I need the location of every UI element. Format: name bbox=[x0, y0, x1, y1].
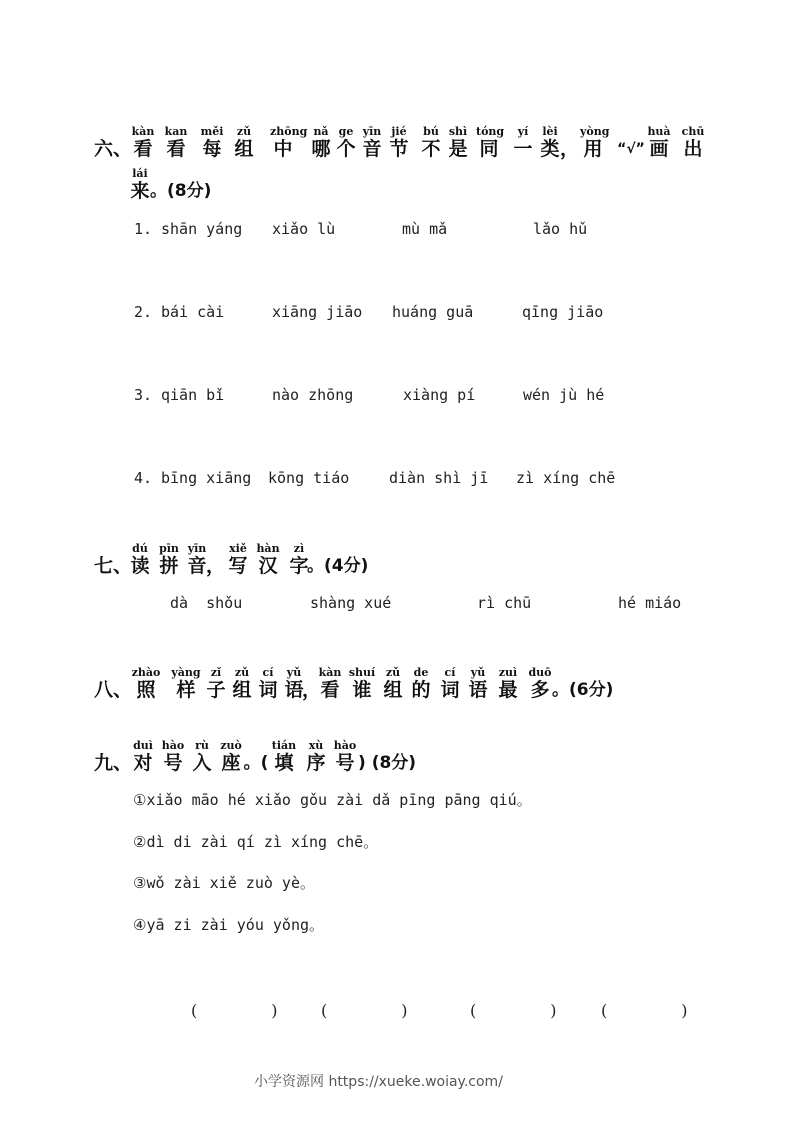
ruby-char: shuí 谁 bbox=[348, 666, 376, 701]
ruby-char: kàn 看 bbox=[131, 125, 155, 160]
ruby-char: bú 不 bbox=[421, 125, 441, 160]
ruby-char: hào 号 bbox=[161, 739, 185, 774]
ruby-char: yòng 用 bbox=[580, 125, 610, 160]
sentence-1: ①xiǎo māo hé xiǎo gǒu zài dǎ pīng pāng qiú。 bbox=[133, 791, 532, 809]
ruby-char: hàn 汉 bbox=[256, 542, 280, 577]
answer-blank-4[interactable]: ( ) bbox=[601, 1001, 702, 1020]
ruby-char: xiě 写 bbox=[228, 542, 248, 577]
ruby-char: rù 入 bbox=[192, 739, 212, 774]
ruby-char: yàng 样 bbox=[171, 666, 201, 701]
answer-blank-1[interactable]: ( ) bbox=[191, 1001, 292, 1020]
ruby-char: ， bbox=[206, 555, 226, 577]
option: xiāng jiāo bbox=[272, 303, 363, 321]
sentence-3: ③wǒ zài xiě zuò yè。 bbox=[133, 874, 315, 892]
option: kōng tiáo bbox=[268, 469, 350, 487]
ruby-char: dú 读 bbox=[130, 542, 150, 577]
ruby-char: xù 序 bbox=[306, 739, 326, 774]
ruby-char: yǔ 语 bbox=[468, 666, 488, 701]
ruby-char: chū 出 bbox=[681, 125, 705, 160]
option: zì xíng chē bbox=[516, 469, 616, 487]
ruby-char: 。( bbox=[243, 753, 269, 773]
ruby-char: zuì 最 bbox=[498, 666, 518, 701]
option: huáng guā bbox=[392, 303, 474, 321]
ruby-char: ge 个 bbox=[336, 125, 356, 160]
section-6-line2: lái 来 bbox=[130, 167, 150, 202]
pinyin-item: shàng xué bbox=[310, 594, 392, 612]
footer-watermark: 小学资源网 https://xueke.woiay.com/ bbox=[254, 1074, 503, 1090]
ruby-char: zǔ 组 bbox=[383, 666, 403, 701]
checkmark-quote: “√” bbox=[617, 141, 645, 157]
ruby-char: zì 字 bbox=[289, 542, 309, 577]
option: bái cài bbox=[161, 303, 225, 321]
ruby-char: zǐ 子 bbox=[206, 666, 226, 701]
section-6-number: 六、 bbox=[94, 138, 133, 160]
ruby-char: yīn 音 bbox=[362, 125, 382, 160]
ruby-char: yí 一 bbox=[513, 125, 533, 160]
option: wén jù hé bbox=[523, 386, 605, 404]
sentence-2: ②dì di zài qí zì xíng chē。 bbox=[133, 833, 379, 851]
option: diàn shì jī bbox=[389, 469, 489, 487]
ruby-char: zuò 座 bbox=[220, 739, 242, 774]
option: lǎo hǔ bbox=[533, 220, 588, 238]
answer-blank-2[interactable]: ( ) bbox=[321, 1001, 422, 1020]
ruby-char: duì 对 bbox=[133, 739, 153, 774]
sentence-4: ④yā zi zài yóu yǒng。 bbox=[133, 916, 325, 934]
ruby-char: de 的 bbox=[411, 666, 431, 701]
ruby-char: ， bbox=[302, 679, 322, 701]
option: nào zhōng bbox=[272, 386, 354, 404]
ruby-char: zǔ 组 bbox=[234, 125, 254, 160]
ruby-char: tián 填 bbox=[271, 739, 297, 774]
ruby-char: shì 是 bbox=[448, 125, 468, 160]
ruby-char: pīn 拼 bbox=[159, 542, 179, 577]
ruby-char: ， bbox=[560, 138, 580, 160]
section-9-score: ) (8分) bbox=[358, 753, 417, 773]
option: qiān bǐ bbox=[161, 386, 225, 404]
option: mù mǎ bbox=[402, 220, 448, 238]
section-7-number: 七、 bbox=[94, 555, 133, 577]
section-8-number: 八、 bbox=[94, 679, 133, 701]
ruby-char: tóng 同 bbox=[476, 125, 505, 160]
pinyin-item: rì chū bbox=[477, 594, 532, 612]
ruby-char: hào 号 bbox=[333, 739, 357, 774]
ruby-char: měi 每 bbox=[200, 125, 224, 160]
ruby-char: cí 词 bbox=[258, 666, 278, 701]
section-9-number: 九、 bbox=[94, 752, 133, 774]
ruby-char: yǔ 语 bbox=[284, 666, 304, 701]
answer-blank-3[interactable]: ( ) bbox=[470, 1001, 571, 1020]
ruby-char: huà 画 bbox=[647, 125, 671, 160]
ruby-char: cí 词 bbox=[440, 666, 460, 701]
ruby-char: nǎ 哪 bbox=[311, 125, 331, 160]
pinyin-item: hé miáo bbox=[618, 594, 682, 612]
ruby-char: kan 看 bbox=[164, 125, 188, 160]
option: qīng jiāo bbox=[522, 303, 604, 321]
option: bīng xiāng bbox=[161, 469, 252, 487]
ruby-char: zhào 照 bbox=[131, 666, 161, 701]
ruby-char: zhōng 中 bbox=[270, 125, 308, 160]
ruby-char: lèi 类 bbox=[540, 125, 560, 160]
section-6-score: 。(8分) bbox=[150, 181, 212, 201]
option: shān yáng bbox=[161, 220, 243, 238]
pinyin-item: dà shǒu bbox=[170, 594, 243, 612]
ruby-char: jié 节 bbox=[389, 125, 409, 160]
ruby-char: yīn 音 bbox=[187, 542, 207, 577]
ruby-char: zǔ 组 bbox=[232, 666, 252, 701]
option: xiàng pí bbox=[403, 386, 476, 404]
section-7-score: 。(4分) bbox=[307, 556, 369, 576]
ruby-char: duō 多 bbox=[528, 666, 552, 701]
section-8-score: 。(6分) bbox=[552, 680, 614, 700]
ruby-char: kàn 看 bbox=[318, 666, 342, 701]
option: xiǎo lù bbox=[272, 220, 336, 238]
